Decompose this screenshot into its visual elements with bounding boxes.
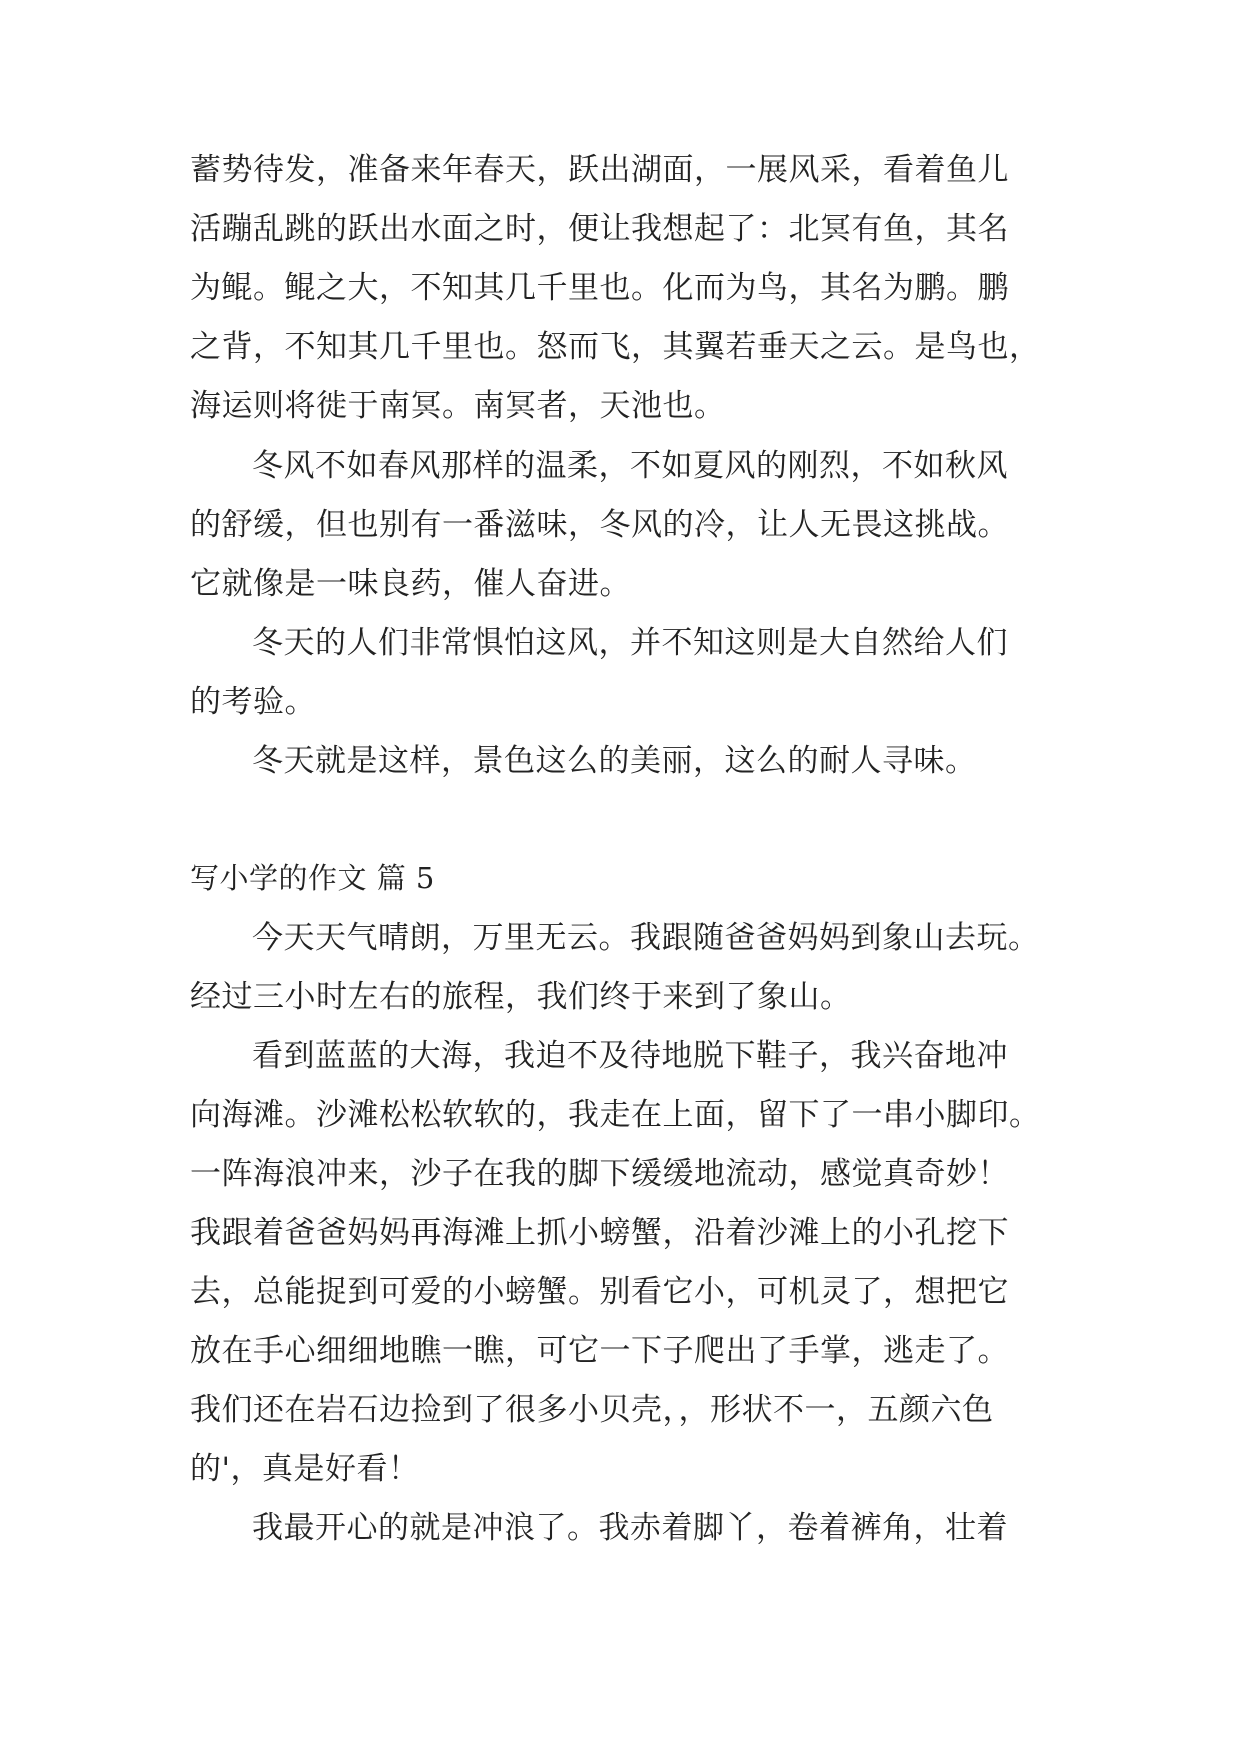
text-line: 向海滩。沙滩松松软软的，我走在上面，留下了一串小脚印。: [190, 1097, 1041, 1133]
text-line: 放在手心细细地瞧一瞧，可它一下子爬出了手掌，逃走了。: [190, 1333, 1009, 1369]
text-line: 去，总能捉到可爱的小螃蟹。别看它小，可机灵了，想把它: [190, 1274, 1009, 1310]
text-line: 海运则将徙于南冥。南冥者，天池也。: [190, 388, 726, 424]
text-line: 之背，不知其几千里也。怒而飞，其翼若垂天之云。是鸟也，: [190, 329, 1041, 365]
text-line: 的考验。: [190, 684, 316, 720]
text-line: 一阵海浪冲来，沙子在我的脚下缓缓地流动，感觉真奇妙！: [190, 1156, 1009, 1192]
text-line: 我跟着爸爸妈妈再海滩上抓小螃蟹，沿着沙滩上的小孔挖下: [190, 1215, 1009, 1251]
text-line: 我们还在岩石边捡到了很多小贝壳，，形状不一，五颜六色: [190, 1392, 994, 1428]
text-line: 冬风不如春风那样的温柔，不如夏风的刚烈，不如秋风: [252, 448, 1008, 484]
text-line: 冬天就是这样，景色这么的美丽，这么的耐人寻味。: [252, 743, 977, 779]
section-heading: 写小学的作文 篇 5: [190, 861, 435, 895]
text-line: 为鲲。鲲之大，不知其几千里也。化而为鸟，其名为鹏。鹏: [190, 270, 1009, 306]
text-line: 它就像是一味良药，催人奋进。: [190, 566, 631, 602]
text-line: 活蹦乱跳的跃出水面之时，便让我想起了：北冥有鱼，其名: [190, 211, 1009, 247]
text-line: 经过三小时左右的旅程，我们终于来到了象山。: [190, 979, 852, 1015]
text-line: 的'，真是好看！: [190, 1451, 420, 1487]
text-line: 蓄势待发，准备来年春天，跃出湖面，一展风采，看着鱼儿: [190, 152, 1009, 188]
text-line: 我最开心的就是冲浪了。我赤着脚丫，卷着裤角，壮着: [252, 1510, 1008, 1546]
text-line: 冬天的人们非常惧怕这风，并不知这则是大自然给人们: [252, 625, 1008, 661]
text-line: 的舒缓，但也别有一番滋味，冬风的冷，让人无畏这挑战。: [190, 507, 1009, 543]
text-line: 今天天气晴朗，万里无云。我跟随爸爸妈妈到象山去玩。: [252, 920, 1040, 956]
text-line: 看到蓝蓝的大海，我迫不及待地脱下鞋子，我兴奋地冲: [252, 1038, 1008, 1074]
